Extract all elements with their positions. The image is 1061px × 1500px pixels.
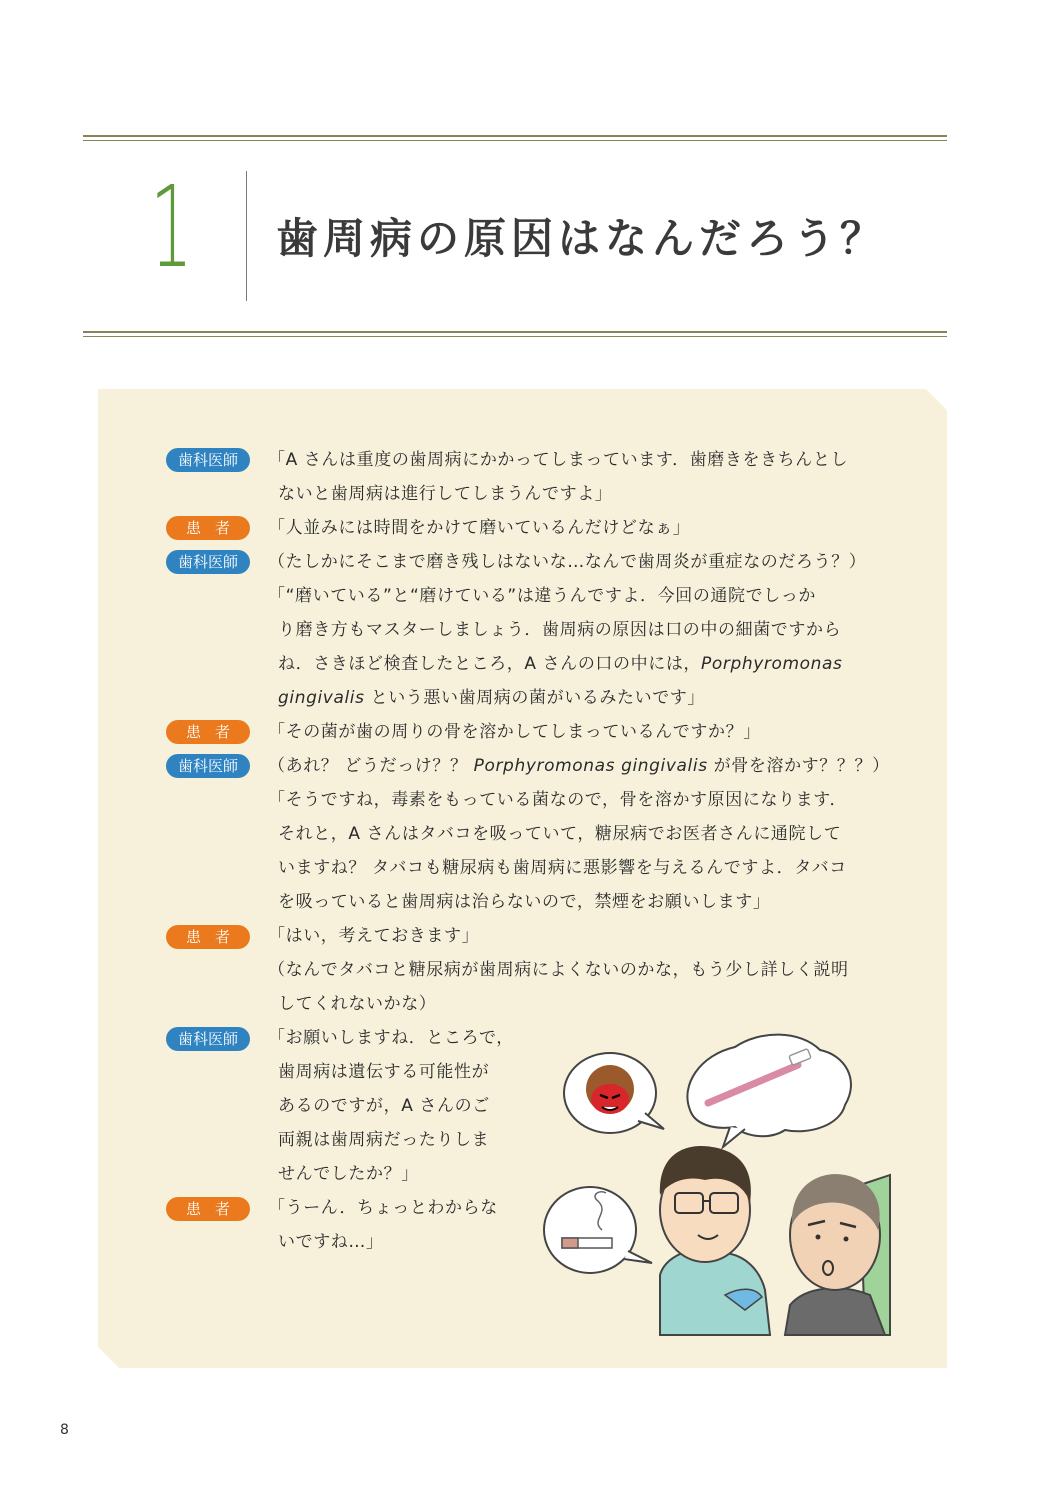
- dialogue-line: 「人並みには時間をかけて磨いているんだけどなぁ」: [268, 518, 691, 538]
- bacteria-thought-bubble: [564, 1053, 664, 1133]
- chapter-rule-top: [83, 135, 947, 141]
- toothbrush-thought-bubble: [687, 1035, 851, 1147]
- dialogue-line: いますね？ タバコも糖尿病も歯周病に悪影響を与えるんですよ．タバコ: [278, 858, 847, 878]
- dialogue-line: せんでしたか？」: [278, 1164, 419, 1184]
- dialogue-line: 「はい，考えておきます」: [268, 926, 480, 946]
- speaker-badge-patient: 患者: [166, 1197, 250, 1221]
- dialogue-line: （なんでタバコと糖尿病が歯周病によくないのかな，もう少し詳しく説明: [268, 960, 849, 980]
- dialogue-line: 「A さんは重度の歯周病にかかってしまっています．歯磨きをきちんとし: [268, 450, 849, 470]
- dialogue-text: という悪い歯周病の菌がいるみたいです」: [364, 688, 705, 708]
- patient-figure: [785, 1174, 890, 1335]
- dentist-patient-illustration: [540, 1025, 900, 1340]
- chapter-title: 歯周病の原因はなんだろう？: [276, 214, 888, 263]
- dentist-figure: [660, 1146, 770, 1335]
- dialogue-line: それと，A さんはタバコを吸っていて，糖尿病でお医者さんに通院して: [278, 824, 842, 844]
- chapter-rule-bottom: [83, 331, 947, 337]
- dialogue-line: [278, 647, 843, 681]
- species-name: gingivalis: [278, 688, 365, 708]
- dialogue-text: ね．さきほど検査したところ，A さんの口の中には，: [278, 654, 702, 674]
- speaker-badge-dentist: 歯科医師: [166, 754, 250, 778]
- dialogue-line: 「お願いしますね．ところで，: [268, 1028, 514, 1048]
- dialogue-line: （たしかにそこまで磨き残しはないな…なんで歯周炎が重症なのだろう？）: [268, 552, 867, 572]
- dialogue-line: 「そうですね，毒素をもっている菌なので，骨を溶かす原因になります．: [268, 790, 848, 810]
- dialogue-text: （あれ？ どうだっけ？？: [268, 756, 474, 776]
- speaker-badge-dentist: 歯科医師: [166, 1027, 250, 1051]
- cigarette-thought-bubble: [544, 1187, 652, 1273]
- dialogue-line: 歯周病は遺伝する可能性が: [278, 1062, 490, 1082]
- dialogue-text: が骨を溶かす？？？）: [707, 756, 890, 776]
- speaker-badge-dentist: 歯科医師: [166, 448, 250, 472]
- speaker-badge-dentist: 歯科医師: [166, 550, 250, 574]
- chapter-divider: [246, 171, 247, 301]
- dialogue-line: 「“磨いている”と“磨けている”は違うんですよ．今回の通院でしっか: [268, 586, 817, 606]
- dialogue-line: を吸っていると歯周病は治らないので，禁煙をお願いします」: [278, 892, 771, 912]
- speaker-badge-patient: 患者: [166, 516, 250, 540]
- page-number: 8: [60, 1422, 69, 1438]
- chapter-number: 1: [150, 163, 193, 293]
- dialogue-line: あるのですが，A さんのご: [278, 1096, 490, 1116]
- speaker-badge-patient: 患者: [166, 720, 250, 744]
- dialogue-line: 両親は歯周病だったりしま: [278, 1130, 490, 1150]
- dialogue-line: 「うーん．ちょっとわからな: [268, 1198, 498, 1218]
- species-name: Porphyromonas gingivalis: [473, 756, 708, 776]
- dialogue-line: ないと歯周病は進行してしまうんですよ」: [278, 484, 613, 504]
- dialogue-line: 「その菌が歯の周りの骨を溶かしてしまっているんですか？」: [268, 722, 761, 742]
- dialogue-line: してくれないかな）: [278, 994, 437, 1014]
- species-name: Porphyromonas: [701, 654, 843, 674]
- dialogue-line: [278, 681, 705, 715]
- dialogue-line: いですね…」: [278, 1232, 384, 1252]
- speaker-badge-patient: 患者: [166, 925, 250, 949]
- dialogue-line: り磨き方もマスターしましょう．歯周病の原因は口の中の細菌ですから: [278, 620, 842, 640]
- dialogue-line: [268, 749, 890, 783]
